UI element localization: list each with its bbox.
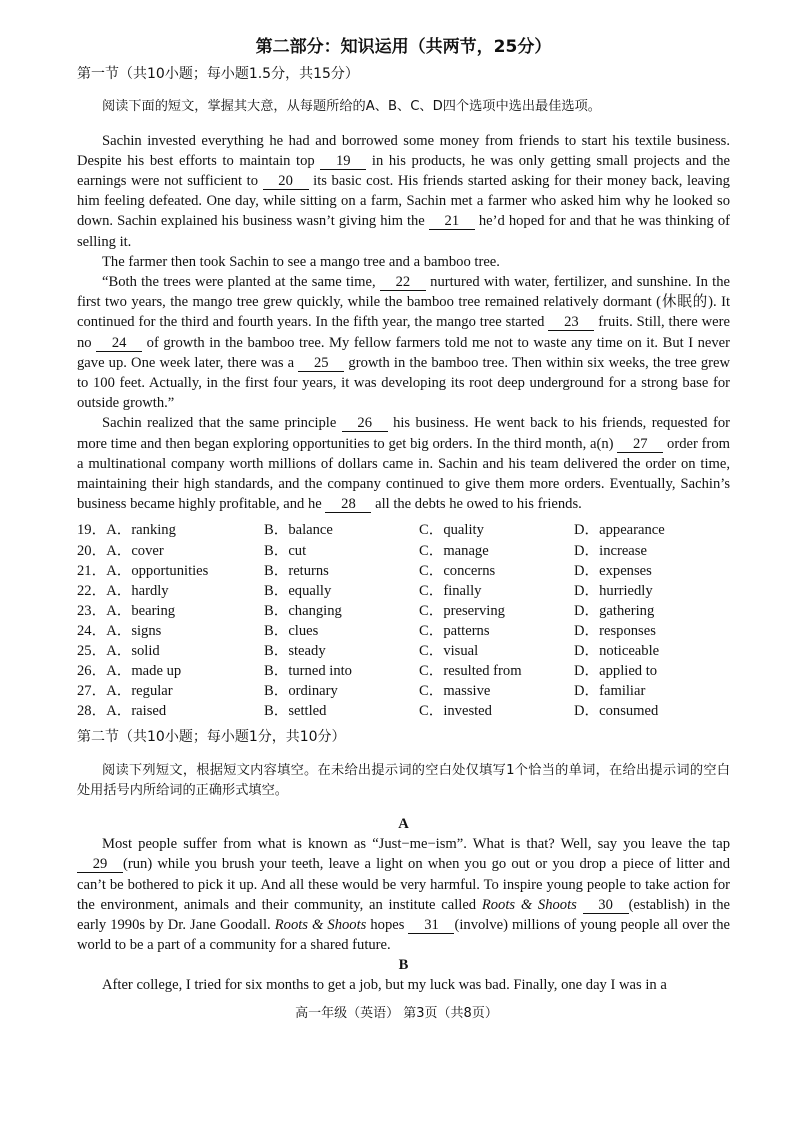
option-d: D．appearance	[574, 522, 665, 539]
option-b: B．steady	[264, 643, 326, 659]
text: his business. He went back to his friends, requested for more time and then began exploring opportunities to get big orders. In the third month, a(n)	[77, 415, 730, 452]
text: Most people suffer from what is known as “Just−me−ism”. What is that? Well, say you leave the tap	[102, 836, 730, 853]
option-a: 25．A．solid	[77, 643, 160, 659]
blank-29: 29	[77, 856, 123, 873]
page-footer: 高一年级（英语） 第3页（共8页）	[295, 1006, 498, 1021]
option-row	[77, 681, 730, 701]
institute-name: Roots & Shoots	[481, 896, 577, 913]
section2-instruction: 阅读下列短文，根据短文内容填空。在未给出提示词的空白处仅填写1个恰当的单词，在给出提示词的空白处用括号内所给词的正确形式填空。	[77, 762, 730, 798]
option-row	[77, 641, 730, 661]
text: of growth in the bamboo tree. My fellow farmers told me not to waste any time on it. But I never gave up. One week later, there was a	[77, 334, 730, 371]
option-b: B．changing	[264, 602, 342, 619]
option-a: 19．A．ranking	[77, 522, 176, 539]
institute-name: Roots & Shoots	[274, 916, 367, 933]
text: its basic cost. His friends started asking for their money back, leaving him feeling defeated. One day, while sitting on a farm, Sachin met a farmer who asked him why he looked so down. Sachin explained his business wasn’t giving him the	[77, 172, 730, 230]
option-a: 22．A．hardly	[77, 582, 169, 599]
blank-20: 20	[263, 173, 309, 190]
option-a: 20．A．cover	[77, 542, 164, 559]
option-b: B．ordinary	[264, 683, 338, 700]
option-b: B．settled	[264, 703, 327, 720]
option-c: C．concerns	[419, 562, 496, 579]
option-d: D．noticeable	[574, 643, 660, 659]
option-row	[77, 601, 730, 621]
option-row	[77, 541, 730, 561]
passage-paragraph-2: The farmer then took Sachin to see a mango tree and a bamboo tree.	[102, 253, 500, 270]
option-row	[77, 621, 730, 641]
text: growth in the bamboo tree. Then within six weeks, the tree grew to 100 feet. Actually, in the first four years, it was developing its root deep underground for a strong base for outside growth.”	[77, 354, 730, 412]
text: all the debts he owed to his friends.	[371, 496, 582, 513]
section1-heading: 第一节（共10小题；每小题1.5分，共15分）	[77, 66, 359, 82]
option-b: B．equally	[264, 582, 332, 599]
option-d: D．gathering	[574, 602, 655, 619]
text: “Both the trees were planted at the same time,	[102, 274, 380, 290]
option-d: D．consumed	[574, 703, 659, 720]
section1-instruction: 阅读下面的短文，掌握其大意，从每题所给的A、B、C、D四个选项中选出最佳选项。	[102, 99, 601, 115]
option-row	[77, 561, 730, 581]
option-a: 21．A．opportunities	[77, 562, 209, 579]
option-c: C．massive	[419, 683, 491, 700]
blank-26: 26	[342, 415, 388, 432]
option-a: 28．A．raised	[77, 703, 167, 720]
option-row	[77, 581, 730, 601]
text: Sachin invested everything he had and borrowed some money from friends to start his textile business. Despite his best efforts to maintain top	[77, 132, 730, 169]
text: in his products, he was only getting small projects and the earnings were not sufficient to	[77, 152, 730, 189]
option-d: D．familiar	[574, 683, 646, 700]
option-a: 26．A．made up	[77, 663, 182, 680]
option-row	[77, 701, 730, 721]
text: (involve) millions of young people all over the world to be a part of a community for a shared future.	[77, 916, 731, 954]
blank-25: 25	[298, 355, 344, 372]
option-c: C．finally	[419, 582, 482, 599]
text: order from a multinational company worth millions of dollars came in. Sachin and his team delivered the order on time, maintaining their high standards, and the company continued to give them more orders. Eventually, Sachin’s business became highly profitable, and he	[77, 435, 730, 513]
option-b: B．clues	[264, 622, 319, 639]
option-row	[77, 520, 730, 540]
option-a: 27．A．regular	[77, 683, 173, 700]
option-row	[77, 661, 730, 681]
blank-27: 27	[617, 436, 663, 453]
part-title: 第二部分：知识运用（共两节，25分）	[255, 37, 552, 57]
option-d: D．applied to	[574, 663, 658, 680]
passage-a-label: A	[398, 816, 409, 833]
option-c: C．quality	[419, 522, 484, 539]
option-b: B．balance	[264, 522, 333, 539]
option-b: B．cut	[264, 542, 307, 559]
section2-heading: 第二节（共10小题；每小题1分，共10分）	[77, 729, 346, 746]
text: Sachin realized that the same principle	[102, 415, 342, 432]
text: he’d hoped for and that he was thinking of selling it.	[77, 213, 730, 250]
option-c: C．patterns	[419, 622, 490, 639]
option-d: D．expenses	[574, 562, 652, 579]
blank-19: 19	[320, 153, 366, 170]
option-c: C．invested	[419, 703, 492, 720]
text: fruits. Still, there were no	[77, 314, 730, 351]
option-c: C．preserving	[419, 602, 505, 619]
passage-b-text: After college, I tried for six months to get a job, but my luck was bad. Finally, one day I was in a	[102, 977, 667, 994]
option-d: D．responses	[574, 622, 656, 639]
blank-30: 30	[583, 897, 629, 914]
passage-a-text	[77, 834, 730, 955]
option-d: D．increase	[574, 542, 647, 559]
options-table	[77, 520, 730, 721]
option-c: C．manage	[419, 542, 489, 559]
blank-23: 23	[548, 314, 594, 331]
option-a: 23．A．bearing	[77, 602, 176, 619]
option-d: D．hurriedly	[574, 582, 653, 599]
text: nurtured with water, fertilizer, and sunshine. In the first two years, the mango tree grew quickly, while the bamboo tree remained relatively dormant (休眠的). It continued for the third and fourth years. In the fifth year, the mango tree started	[77, 274, 730, 331]
text: (establish) in the early 1990s by Dr. Jane Goodall.	[77, 896, 730, 933]
text: (run) while you brush your teeth, leave a light on when you go out or you drop a piece of litter and can’t be bothered to pick it up. And all these would be very harmful. To inspire young people to take action for the environment, animals and their community, an institute called	[77, 856, 730, 913]
option-b: B．turned into	[264, 663, 352, 680]
option-b: B．returns	[264, 562, 329, 579]
passage-b-label: B	[398, 957, 409, 974]
blank-22: 22	[380, 274, 426, 291]
exam-page	[77, 36, 730, 996]
text: hopes	[366, 916, 409, 933]
option-c: C．resulted from	[419, 663, 522, 680]
passage-paragraph-1	[77, 131, 730, 252]
passage-paragraph-3	[77, 272, 730, 413]
passage-paragraph-4	[77, 413, 730, 514]
blank-24: 24	[96, 335, 142, 352]
option-a: 24．A．signs	[77, 622, 162, 639]
blank-31: 31	[408, 917, 454, 934]
blank-21: 21	[429, 213, 475, 230]
blank-28: 28	[325, 496, 371, 513]
option-c: C．visual	[419, 643, 479, 659]
